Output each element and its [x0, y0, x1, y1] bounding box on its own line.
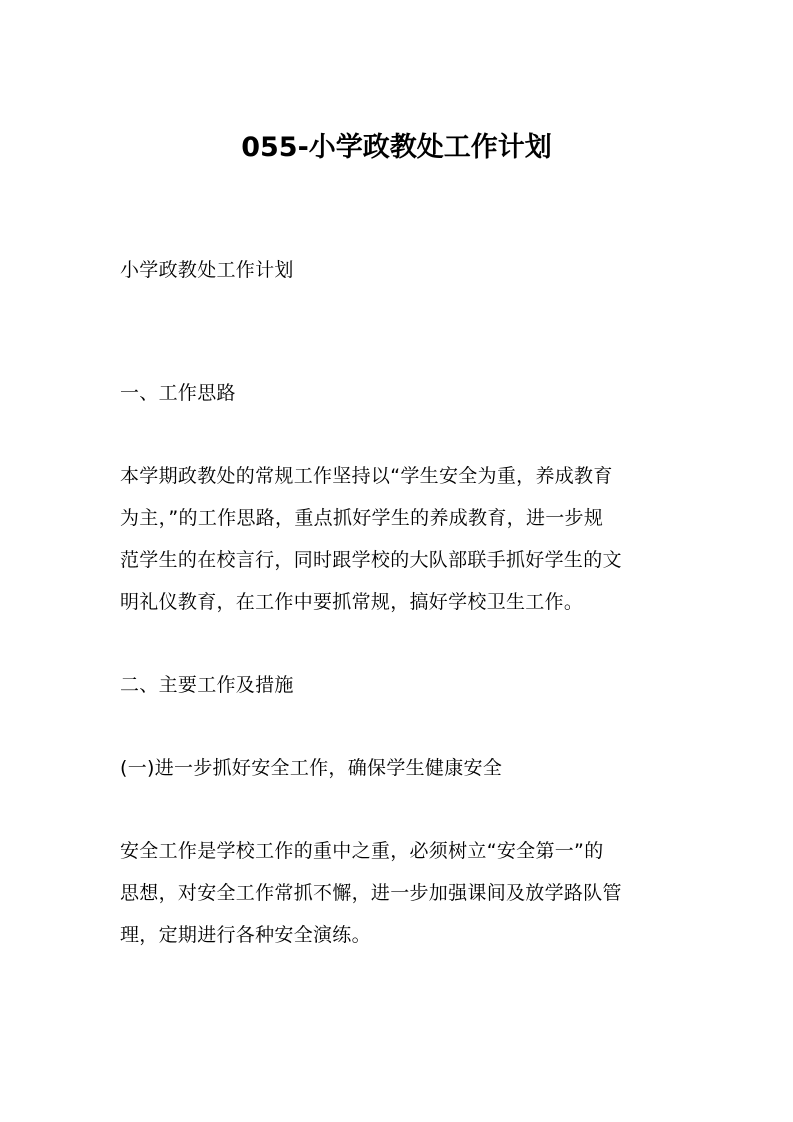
paragraph-line: 理，定期进行各种安全演练。 [120, 924, 371, 946]
section-heading-main-work: 二、主要工作及措施 [120, 674, 294, 696]
paragraph-line: 思想，对安全工作常抓不懈，进一步加强课间及放学路队管 [120, 882, 622, 904]
section-heading-work-approach: 一、工作思路 [120, 382, 236, 404]
paragraph-line: 本学期政教处的常规工作坚持以“学生安全为重，养成教育 [120, 465, 613, 487]
subsection-heading-safety: (一)进一步抓好安全工作，确保学生健康安全 [120, 757, 503, 779]
document-title: 055-小学政教处工作计划 [241, 132, 552, 163]
paragraph-line: 范学生的在校言行，同时跟学校的大队部联手抓好学生的文 [120, 549, 622, 571]
paragraph-line: 明礼仪教育，在工作中要抓常规，搞好学校卫生工作。 [120, 591, 584, 613]
paragraph-line: 安全工作是学校工作的重中之重，必须树立“安全第一”的 [120, 840, 604, 862]
document-subtitle: 小学政教处工作计划 [120, 259, 294, 281]
paragraph-line: 为主，”的工作思路，重点抓好学生的养成教育，进一步规 [120, 507, 604, 529]
